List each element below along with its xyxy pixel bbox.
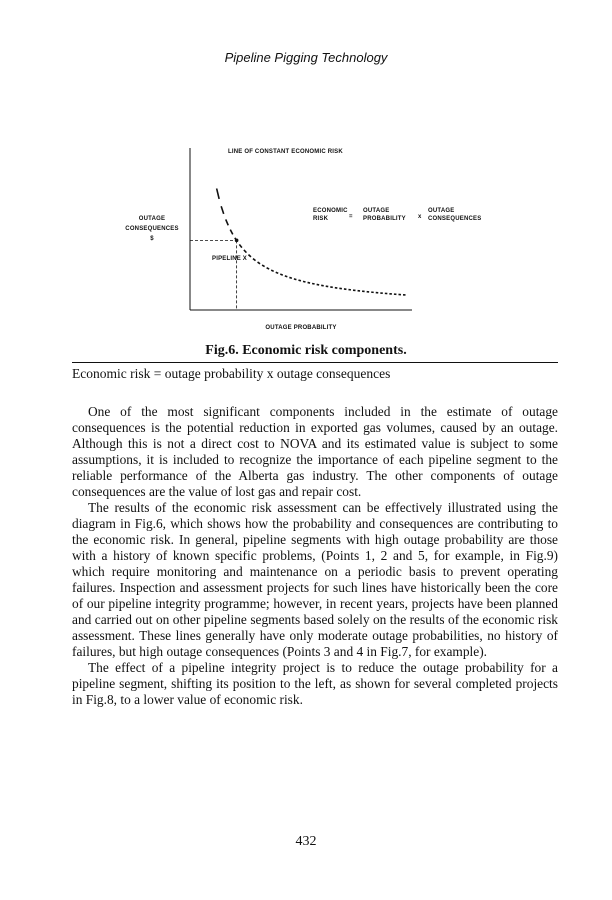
eq-factor2-line-2: CONSEQUENCES: [428, 216, 482, 222]
curve-segment: [294, 279, 297, 280]
curve-segment: [267, 268, 270, 269]
curve-segment: [258, 262, 261, 264]
risk-formula: Economic risk = outage probability x outage consequences: [72, 366, 391, 381]
paragraph: The results of the economic risk assessment can be effectively illustrated using the diagram in Fig.6, which shows how the probability and consequences are contributing to the economic risk. In general, pipeline segments with high outage probability are those with a history of known specific problems, (Points 1, 2 and 5, for example, in Fig.9) which require monitoring and maintenance on a periodic basis to prevent operating failures. Inspection and assessment projects for such lines have historically been the core of our pipeline integrity programme; however, in recent years, projects have been planned and carried out on other pipeline segments based solely on the results of the economic risk assessment. These lines generally have only moderate outage probabilities, no history of failures, but high outage consequences (Points 3 and 4 in Fig.7, for example).: [72, 500, 558, 659]
curve-segment: [289, 277, 292, 278]
curve-segment: [239, 244, 242, 247]
eq-equals: =: [349, 214, 353, 220]
figure-economic-risk: [0, 0, 612, 340]
economic-risk-chart: [0, 0, 612, 340]
curve-segment: [221, 206, 224, 214]
eq-lhs-line-2: RISK: [313, 216, 329, 222]
y-label-line-3: $: [150, 236, 154, 242]
point-label: PIPELINE X: [212, 256, 248, 262]
curve-segment: [230, 230, 233, 235]
curve-segment: [253, 259, 256, 261]
curve-segment: [226, 219, 229, 225]
curve-segment: [298, 280, 301, 281]
eq-times: x: [418, 214, 422, 220]
paragraph: The effect of a pipeline integrity project is to reduce the outage probability for a pipeline segment, shifting its position to the left, as shown for several completed projects in Fig.8, to a lower value of economic risk.: [72, 660, 558, 707]
x-label: OUTAGE PROBABILITY: [265, 325, 337, 331]
running-head: Pipeline Pigging Technology: [224, 50, 388, 65]
y-label-line-1: OUTAGE: [138, 216, 166, 222]
curve-segment: [308, 282, 311, 283]
curve-segment: [244, 250, 247, 253]
curve-segment: [285, 276, 288, 277]
y-label-line-2: CONSEQUENCES: [125, 226, 179, 232]
eq-factor2-line-1: OUTAGE: [428, 208, 455, 214]
figure-caption: Fig.6. Economic risk components.: [205, 343, 407, 358]
page-number: 432: [295, 834, 317, 849]
curve-segment: [217, 189, 220, 199]
chart-title: LINE OF CONSTANT ECONOMIC RISK: [228, 149, 343, 155]
paragraph: One of the most significant components included in the estimate of outage consequences is the potential reduction in exported gas volumes, caused by an outage. Although this is not a direct cost to NOVA and its estimated value is subject to some assumptions, it is included to recognize the importance of each pipeline segment to the reliable performance of the Alberta gas industry. The other components of outage consequences are the value of lost gas and repair cost.: [72, 404, 558, 499]
constant-risk-curve: [217, 189, 406, 295]
curve-segment: [248, 255, 251, 257]
curve-segment: [303, 281, 306, 282]
curve-segment: [280, 274, 283, 275]
eq-lhs-line-1: ECONOMIC: [313, 208, 348, 214]
pipeline-x-point: [235, 239, 239, 243]
eq-factor1-line-2: PROBABILITY: [363, 216, 406, 222]
caption-rule: [72, 362, 558, 363]
curve-segment: [262, 265, 265, 267]
curve-segment: [312, 283, 315, 284]
curve-segment: [271, 270, 274, 271]
eq-factor1-line-1: OUTAGE: [363, 208, 390, 214]
curve-segment: [276, 272, 279, 273]
body-text: [72, 404, 558, 708]
